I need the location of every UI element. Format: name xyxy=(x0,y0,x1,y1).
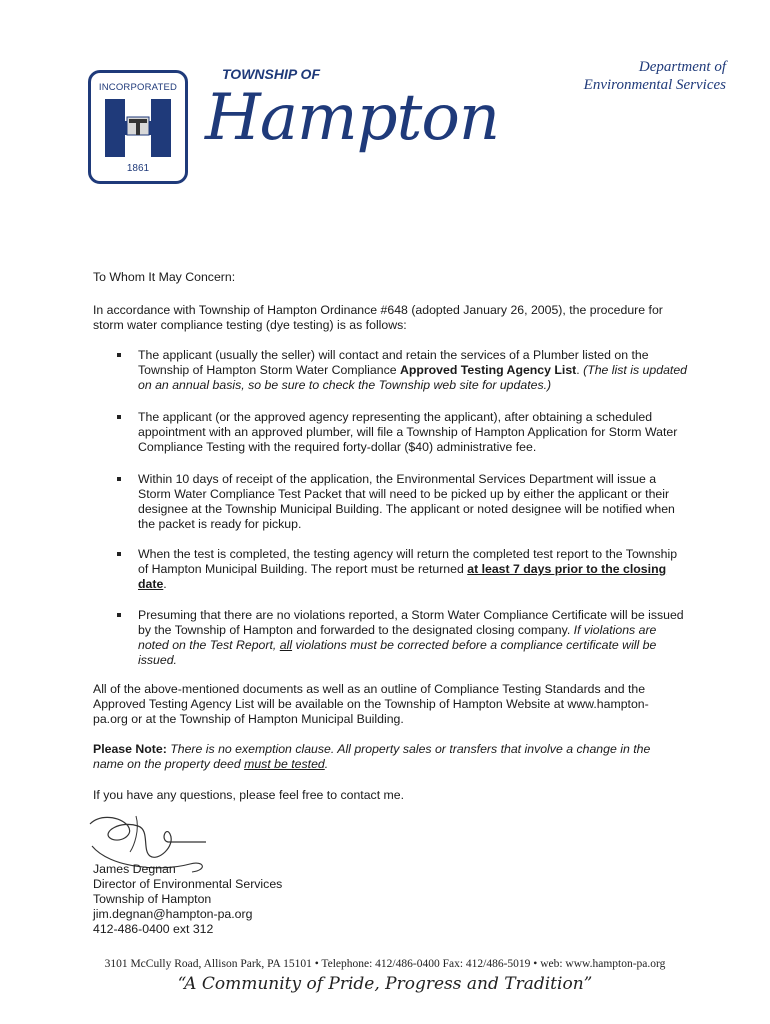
footer-motto: “A Community of Pride, Progress and Tradition” xyxy=(177,974,593,994)
h-monogram-icon xyxy=(103,97,173,159)
township-seal xyxy=(88,70,188,184)
hampton-wordmark: Hampton xyxy=(205,81,500,155)
intro-paragraph: In accordance with Township of Hampton Ordinance #648 (adopted January 26, 2005), the procedure for storm water compliance testing (dye testing) is as follows: xyxy=(93,303,663,332)
please-note-label: Please Note: xyxy=(93,742,167,756)
signature-block xyxy=(93,862,282,937)
seal-incorporated-text: INCORPORATED xyxy=(98,82,178,93)
deadline-emphasis: at least 7 days prior to the closing date xyxy=(138,562,667,591)
bullet-square-icon xyxy=(117,477,121,481)
department-line2: Environmental Services xyxy=(583,77,726,93)
seal-year-text: 1861 xyxy=(126,163,150,174)
township-of-label: TOWNSHIP OF xyxy=(222,66,320,82)
signer-phone: 412-486-0400 ext 312 xyxy=(93,922,214,936)
bullet-square-icon xyxy=(117,613,121,617)
signer-name: James Degnan xyxy=(93,862,176,876)
list-item: When the test is completed, the testing agency will return the completed test report to the Township of Hampton Municipal Building. The report must be returned at least 7 days prior to the closing date. xyxy=(113,547,688,608)
department-heading xyxy=(584,58,726,94)
outline-paragraph: All of the above-mentioned documents as well as an outline of Compliance Testing Standards and the Approved Testing Agency List will be available on the Township of Hampton Website at www.hampton-pa.org or at the Township of Hampton Municipal Building. xyxy=(93,682,649,726)
footer-address: 3101 McCully Road, Allison Park, PA 15101 • Telephone: 412/486-0400 Fax: 412/486-5019 • web: www.hampton-pa.org xyxy=(104,958,666,970)
bullet-square-icon xyxy=(117,353,121,357)
bullet-square-icon xyxy=(117,552,121,556)
list-item: The applicant (or the approved agency representing the applicant), after obtaining a scheduled appointment with an approved plumber, will file a Township of Hampton Application for Storm Water Compliance Testing with the required forty-dollar ($40) administrative fee. xyxy=(113,410,688,472)
list-item: The applicant (usually the seller) will contact and retain the services of a Plumber listed on the Township of Hampton Storm Water Compliance Approved Testing Agency List. (The list is updated on an annual basis, so be sure to check the Township web site for updates.) xyxy=(113,348,688,410)
department-line1: Department of xyxy=(638,59,726,75)
signer-title: Director of Environmental Services xyxy=(93,877,283,891)
signer-email: jim.degnan@hampton-pa.org xyxy=(93,907,253,921)
bullet-square-icon xyxy=(117,415,121,419)
salutation: To Whom It May Concern: xyxy=(93,270,236,284)
closing-line: If you have any questions, please feel free to contact me. xyxy=(93,788,405,802)
list-item: Within 10 days of receipt of the application, the Environmental Services Department will issue a Storm Water Compliance Test Packet that will need to be picked up by either the applicant or their designee at the Township Municipal Building. The applicant or noted designee will be notified when the packet is ready for pickup. xyxy=(113,472,688,547)
signer-org: Township of Hampton xyxy=(93,892,212,906)
approved-agency-list-term: Approved Testing Agency List xyxy=(399,363,577,377)
procedure-list: The applicant (usually the seller) will contact and retain the services of a Plumber listed on the Township of Hampton Storm Water Compliance Approved Testing Agency List. (The list is updated on an annual basis, so be sure to check the Township web site for updates.) The applicant (or the approved agency representing the applicant), after obtaining a scheduled appointment with an approved plumber, will file a Township of Hampton Application for Storm Water Compliance Testing with the required forty-dollar ($40) administrative fee. Within 10 days of receipt of the application, the Environmental Services Department will issue a Storm Water Compliance Test Packet that will need to be picked up by either the applicant or their designee at the Township Municipal Building. The applicant or noted designee will be notified when the packet is ready for pickup. When the test is completed, the testing agency will return the completed test report to the Township of Hampton Municipal Building. The report must be returned at least 7 days prior to the closing date. Presuming that there are no violations reported, a Storm Water Compliance Certificate will be issued by the Township of Hampton and forwarded to the designated closing company. If violations are noted on the Test Report, all violations must be corrected before a compliance certificate will be issued. xyxy=(113,348,688,608)
please-note-paragraph: Please Note: There is no exemption clause. All property sales or transfers that involve a change in the name on the property deed must be tested. xyxy=(93,742,651,771)
